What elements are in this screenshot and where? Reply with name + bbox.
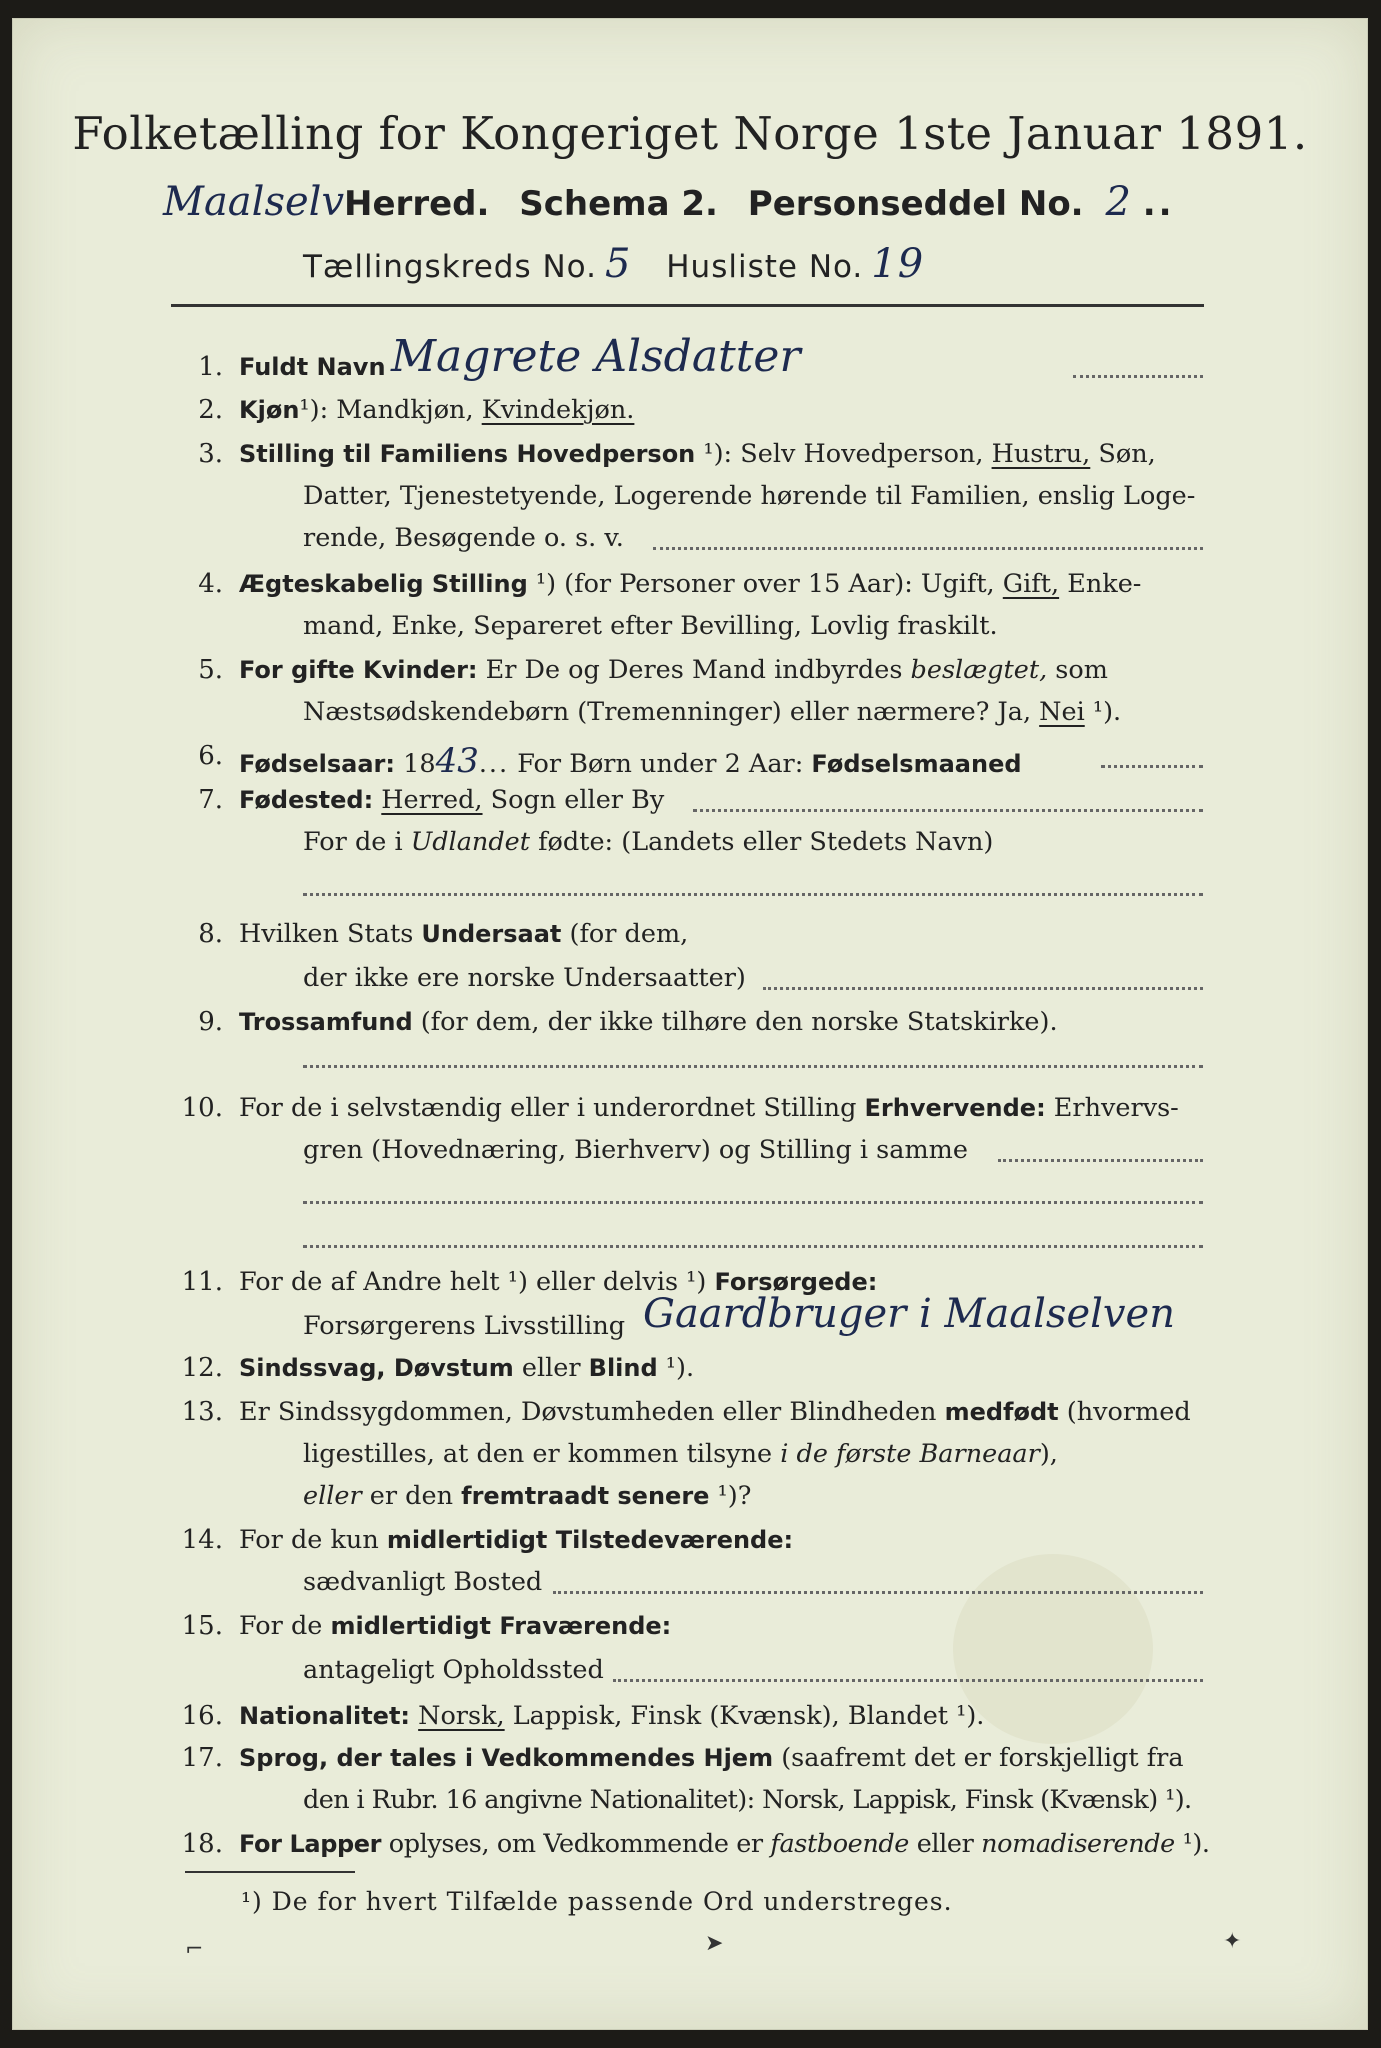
full-name-handwritten: Magrete Alsdatter [391, 331, 801, 382]
item-text: ¹)? [709, 1481, 752, 1511]
item-label: Sprog, der tales i Vedkommendes Hjem [239, 1744, 774, 1772]
item-5-line-2 [303, 697, 1121, 727]
dotted-line [763, 987, 1203, 990]
item-label: Forsørgede: [714, 1268, 878, 1296]
item-text: ¹). [657, 1353, 695, 1383]
item-text: ), [1039, 1439, 1058, 1469]
underlined-option: Kvindekjøn. [481, 395, 635, 425]
item-number: 12. [181, 1353, 223, 1383]
item-label: Ægteskabelig Stilling [239, 570, 528, 598]
item-label: Fuldt Navn [239, 353, 386, 381]
item-text [410, 1701, 418, 1731]
item-5-line-1 [239, 655, 1108, 685]
item-label: Blind [588, 1354, 658, 1382]
item-number: 3. [198, 439, 223, 469]
italic-text: eller [303, 1481, 362, 1511]
item-text: Søn, [1090, 439, 1156, 469]
item-15-line-2: antageligt Opholdssted [303, 1655, 604, 1685]
item-8-line-1 [239, 919, 688, 949]
item-6-line: Fødselsaar: 1843... For Børn under 2 Aar: Fødselsmaaned [239, 741, 1022, 781]
italic-text: fastboende [770, 1829, 910, 1859]
dotted-line [653, 547, 1203, 550]
item-number: 10. [181, 1093, 223, 1123]
dotted-line [1101, 765, 1203, 768]
item-text: Erhvervs- [1045, 1093, 1179, 1123]
item-1-line [239, 352, 386, 382]
item-7-line-1 [239, 785, 664, 815]
item-label: For Lapper [239, 1830, 382, 1858]
item-text: som [1047, 655, 1108, 685]
item-10-line-2: gren (Hovednæring, Bierhverv) og Stilling i samme [303, 1135, 968, 1165]
dotted-line [1073, 375, 1203, 378]
item-text: Sogn eller By [482, 785, 665, 815]
item-number: 13. [181, 1397, 223, 1427]
item-11-line-2: Forsørgerens Livsstilling [303, 1311, 626, 1341]
item-text: 18 [395, 749, 436, 779]
item-text: ¹): Mandkjøn, [299, 395, 482, 425]
dotted-line [613, 1679, 1203, 1682]
item-label: Stilling til Familiens Hovedperson [239, 440, 696, 468]
item-label: For gifte Kvinder: [239, 656, 478, 684]
item-3-line-1 [239, 439, 1156, 469]
item-7-line-2 [303, 827, 993, 857]
italic-text: Udlandet [410, 827, 530, 857]
item-text: eller [513, 1353, 589, 1383]
provider-occupation-handwritten: Gaardbruger i Maalselven [643, 1291, 1175, 1337]
item-12-line [239, 1353, 694, 1383]
dotted-line [693, 809, 1203, 812]
item-text: (saafremt det er forskjelligt fra [773, 1743, 1184, 1773]
italic-text: i de første Barneaar [780, 1439, 1040, 1469]
item-text: Enke- [1059, 569, 1142, 599]
dotted-line [303, 1065, 1203, 1068]
item-text: Hvilken Stats [239, 919, 422, 949]
item-number: 16. [181, 1701, 223, 1731]
item-label: Sindssvag, Døvstum [239, 1354, 514, 1382]
item-label: Undersaat [421, 920, 562, 948]
item-label: fremtraadt senere [461, 1482, 710, 1510]
footnote-rule [185, 1871, 355, 1873]
item-text: For de [239, 1611, 331, 1641]
item-label: Erhvervende: [864, 1094, 1046, 1122]
item-text: fødte: (Landets eller Stedets Navn) [530, 827, 994, 857]
schema-label: Schema 2. [519, 184, 718, 224]
scan-mark: ✦ [1223, 1929, 1242, 1954]
item-text: Er Sindssygdommen, Døvstumheden eller Blindheden [239, 1397, 945, 1427]
footnote: ¹) De for hvert Tilfælde passende Ord understreges. [241, 1887, 953, 1916]
item-4-line-1 [239, 569, 1141, 599]
item-4-line-2: mand, Enke, Separeret efter Bevilling, Lovlig fraskilt. [303, 611, 998, 641]
item-text: For de af Andre helt ¹) eller delvis ¹) [239, 1267, 715, 1297]
item-text: ¹) (for Personer over 15 Aar): Ugift, [527, 569, 1003, 599]
dotted-line [303, 1201, 1203, 1204]
item-label: Trossamfund [239, 1008, 413, 1036]
item-number: 18. [181, 1829, 223, 1859]
item-13-line-3 [303, 1481, 751, 1511]
underlined-option: Gift, [1002, 569, 1060, 599]
underlined-option: Hustru, [991, 439, 1091, 469]
item-label: Fødselsaar: [239, 750, 395, 778]
item-number: 9. [198, 1007, 223, 1037]
item-3-line-3: rende, Besøgende o. s. v. [303, 523, 624, 553]
item-number: 6. [198, 741, 223, 771]
item-number: 8. [198, 919, 223, 949]
dotted-line [303, 893, 1203, 896]
kreds-number-handwritten: 5 [604, 241, 632, 287]
birth-year-handwritten: 43 [435, 741, 479, 781]
item-number: 5. [198, 655, 223, 685]
item-text: oplyses, om Vedkommende er [381, 1829, 771, 1859]
personseddel-label: Personseddel No. [747, 184, 1084, 224]
item-13-line-1 [239, 1397, 1191, 1427]
item-text: Er De og Deres Mand indbyrdes [477, 655, 911, 685]
item-14-line-2: sædvanligt Bosted [303, 1567, 543, 1597]
item-number: 7. [198, 785, 223, 815]
underlined-option: Nei [1039, 697, 1085, 727]
item-text: Lappisk, Finsk (Kvænsk), Blandet ¹). [504, 1701, 985, 1731]
item-label: Fødselsmaaned [811, 750, 1022, 778]
item-number: 15. [181, 1611, 223, 1641]
item-text: ¹). [1174, 1829, 1210, 1859]
item-10-line-1 [239, 1093, 1179, 1123]
item-text: er den [361, 1481, 462, 1511]
personseddel-number-handwritten: 2 [1105, 179, 1131, 225]
form-title: Folketælling for Kongeriget Norge 1ste Januar 1891. [72, 107, 1308, 160]
kreds-row [303, 241, 924, 287]
header-rule [171, 304, 1204, 307]
item-text: For de i selvstændig eller i underordnet Stilling [239, 1093, 865, 1123]
scan-mark: ⌐ [185, 1937, 204, 1962]
item-14-line-1 [239, 1525, 793, 1555]
italic-text: nomadiserende [981, 1829, 1175, 1859]
item-text: For de kun [239, 1525, 387, 1555]
item-15-line-1 [239, 1611, 671, 1641]
husliste-label: Husliste No. [666, 249, 864, 285]
item-text: (for dem, der ikke tilhøre den norske Statskirke). [412, 1007, 1058, 1037]
item-number: 2. [198, 395, 223, 425]
item-16-line [239, 1701, 984, 1731]
herred-row: MaalselvHerred. Schema 2. Personseddel No. 2 .. [163, 179, 1175, 225]
herred-label: Herred. [344, 184, 490, 224]
item-label: medfødt [944, 1398, 1059, 1426]
dotted-line [303, 1245, 1203, 1248]
item-text: ¹): Selv Hovedperson, [695, 439, 992, 469]
item-number: 4. [198, 569, 223, 599]
item-label: midlertidigt Fraværende: [330, 1612, 672, 1640]
herred-name-handwritten: Maalselv [163, 179, 345, 225]
item-17-line-1 [239, 1743, 1184, 1773]
underlined-option: Herred, [381, 785, 483, 815]
item-number: 14. [181, 1525, 223, 1555]
item-text: ligestilles, at den er kommen tilsyne [303, 1439, 781, 1469]
item-8-line-2: der ikke ere norske Undersaatter) [303, 963, 746, 993]
dotted-line [998, 1159, 1203, 1162]
kreds-label: Tællingskreds No. [303, 249, 597, 285]
item-18-line [239, 1829, 1210, 1859]
item-number: 17. [181, 1743, 223, 1773]
item-number: 11. [181, 1267, 223, 1297]
scan-mark: ➤ [705, 1931, 724, 1956]
item-label: Kjøn [239, 396, 300, 424]
item-17-line-2: den i Rubr. 16 angivne Nationalitet): Norsk, Lappisk, Finsk (Kvænsk) ¹). [303, 1785, 1192, 1815]
item-2-line [239, 395, 634, 425]
underlined-option: Norsk, [418, 1701, 505, 1731]
item-label: Nationalitet: [239, 1702, 411, 1730]
item-3-line-2: Datter, Tjenestetyende, Logerende hørende til Familien, enslig Loge- [303, 481, 1196, 511]
item-label: midlertidigt Tilstedeværende: [386, 1526, 794, 1554]
item-label: Fødested: [239, 786, 374, 814]
census-form-page [12, 18, 1368, 2030]
husliste-number-handwritten: 19 [871, 241, 925, 287]
italic-text: beslægtet, [910, 655, 1048, 685]
item-text: (for dem, [561, 919, 689, 949]
item-text: ¹). [1084, 697, 1122, 727]
item-9-line [239, 1007, 1058, 1037]
dotted-line [553, 1591, 1203, 1594]
item-number: 1. [198, 352, 223, 382]
item-text: For de i [303, 827, 411, 857]
item-text: Næstsødskendebørn (Tremenninger) eller nærmere? Ja, [303, 697, 1040, 727]
item-text: (hvormed [1058, 1397, 1191, 1427]
item-text: eller [909, 1829, 982, 1859]
item-text: For Børn under 2 Aar: [509, 749, 812, 779]
item-13-line-2 [303, 1439, 1058, 1469]
